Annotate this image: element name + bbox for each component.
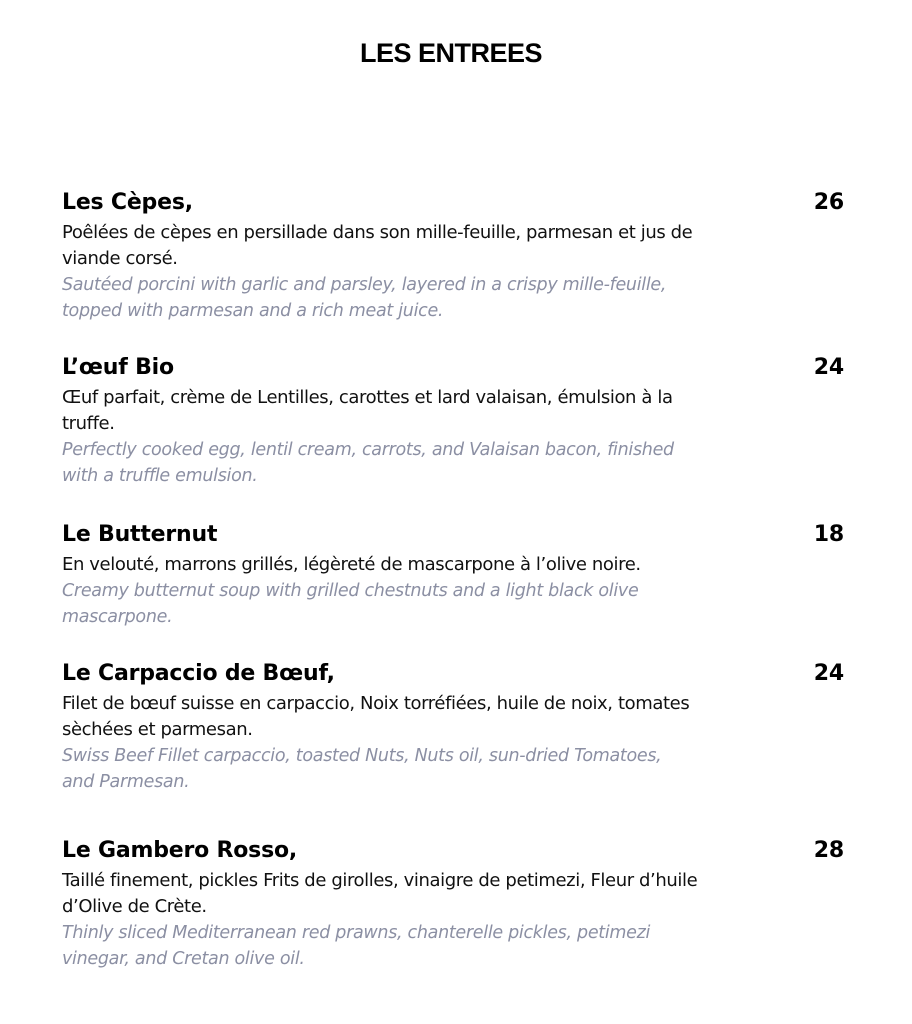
menu-item-description-fr: Œuf parfait, crème de Lentilles, carottes et lard valaisan, émulsion à la [62,387,673,408]
menu-item-header [62,838,844,868]
menu-item-name: Les Cèpes, [62,190,193,215]
menu-item-name: Le Carpaccio de Bœuf, [62,661,335,686]
menu-item-price: 26 [813,190,844,215]
menu-item-les-cepes [62,190,844,324]
page-title: LES ENTREES [359,38,543,68]
menu-item-description-fr: sèchées et parmesan. [62,719,253,740]
menu-item-name: L’œuf Bio [62,355,174,380]
menu-item-price: 24 [813,355,844,380]
menu-item-price: 24 [813,661,844,686]
menu-item-description-fr: Poêlées de cèpes en persillade dans son mille-feuille, parmesan et jus de [62,222,693,243]
menu-item-name: Le Gambero Rosso, [62,838,298,863]
menu-item-description-fr: Taillé finement, pickles Frits de girolles, vinaigre de petimezi, Fleur d’huile [62,870,698,891]
menu-item-name: Le Butternut [62,522,218,547]
menu-item-description-en: Sautéed porcini with garlic and parsley, layered in a crispy mille-feuille, [62,275,667,295]
menu-item-butternut [62,522,844,630]
menu-item-header [62,355,844,385]
menu-item-oeuf-bio [62,355,844,489]
menu-item-description-fr: d’Olive de Crète. [62,896,207,917]
menu-item-description-en: Thinly sliced Mediterranean red prawns, chanterelle pickles, petimezi [62,923,651,943]
menu-item-description-en: mascarpone. [62,607,173,627]
menu-item-description-fr: truffe. [62,413,115,434]
menu-item-description-en: with a truffle emulsion. [62,466,258,486]
menu-item-description-en: vinegar, and Cretan olive oil. [62,949,305,969]
menu-item-description-en: and Parmesan. [62,772,190,792]
menu-item-header [62,522,844,552]
menu-item-description-en: topped with parmesan and a rich meat juice. [62,301,444,321]
menu-item-description-en: Creamy butternut soup with grilled chestnuts and a light black olive [62,581,639,601]
menu-item-gambero-rosso [62,838,844,972]
menu-item-description-fr: Filet de bœuf suisse en carpaccio, Noix torréfiées, huile de noix, tomates [62,693,690,714]
menu-item-header [62,661,844,691]
menu-item-description-en: Swiss Beef Fillet carpaccio, toasted Nuts, Nuts oil, sun-dried Tomatoes, [62,746,662,766]
menu-item-description-en: Perfectly cooked egg, lentil cream, carrots, and Valaisan bacon, finished [62,440,674,460]
menu-item-carpaccio [62,661,844,795]
menu-item-description-fr: En velouté, marrons grillés, légèreté de mascarpone à l’olive noire. [62,554,641,575]
menu-item-description-fr: viande corsé. [62,248,178,269]
menu-item-price: 28 [813,838,844,863]
menu-item-price: 18 [813,522,844,547]
menu-item-header [62,190,844,220]
